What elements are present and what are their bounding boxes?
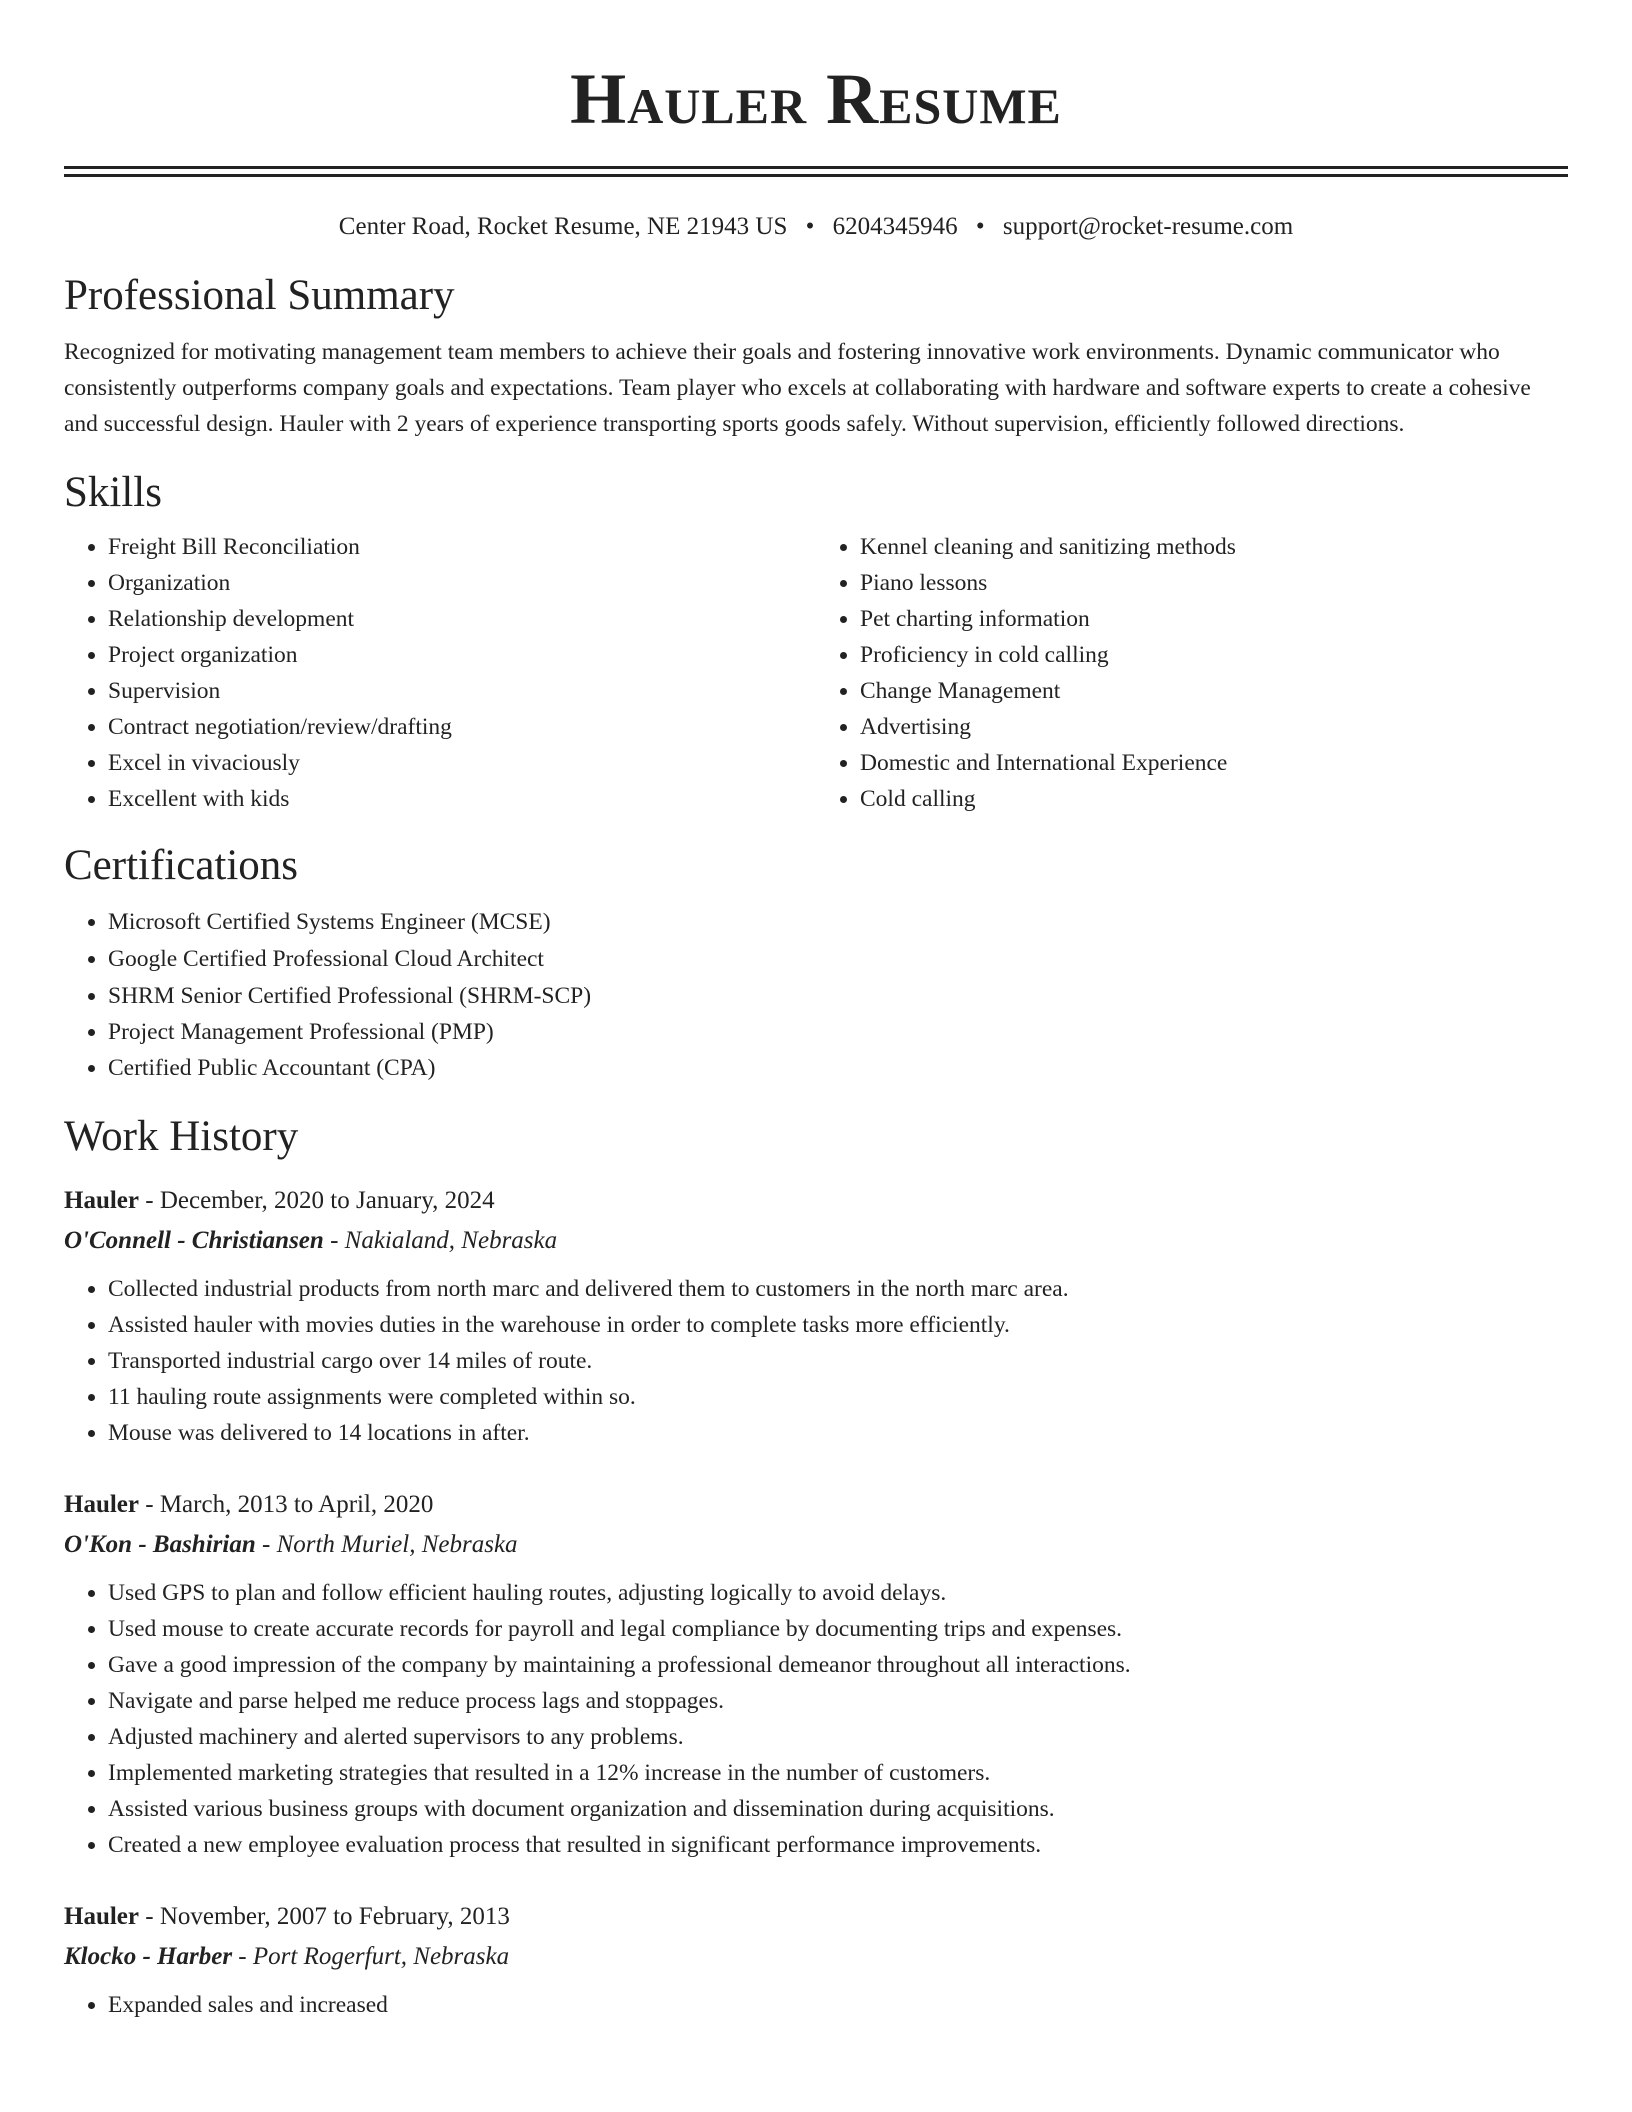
job-title-line <box>64 1181 1568 1221</box>
certification-item: • Project Management Professional (PMP) <box>108 1014 1568 1050</box>
section-heading-skills: Skills <box>64 469 162 516</box>
certification-item: • Certified Public Accountant (CPA) <box>108 1050 1568 1086</box>
section-heading-work-history: Work History <box>64 1113 299 1160</box>
job-bullet: • Mouse was delivered to 14 locations in after. <box>108 1415 1568 1451</box>
job-bullet: • Transported industrial cargo over 14 miles of route. <box>108 1343 1568 1379</box>
contact-address: Center Road, Rocket Resume, NE 21943 US <box>338 213 788 240</box>
job-location: - Nakialand, Nebraska <box>323 1227 558 1254</box>
job-bullet: • Assisted various business groups with document organization and dissemination during acquisitions. <box>108 1791 1568 1827</box>
skill-item: • Pet charting information <box>860 601 1568 637</box>
skill-item: • Supervision <box>108 673 816 709</box>
job-bullet: • Used GPS to plan and follow efficient hauling routes, adjusting logically to avoid delays. <box>108 1575 1568 1611</box>
job-bullet: • Adjusted machinery and alerted supervisors to any problems. <box>108 1719 1568 1755</box>
job-company-line <box>64 1221 1568 1261</box>
job-bullets <box>64 1271 1568 1451</box>
skills-columns <box>64 529 1568 817</box>
job-company: O'Kon - Bashirian <box>64 1531 256 1558</box>
job-title-line <box>64 1897 1568 1937</box>
job-role: Hauler <box>64 1491 139 1518</box>
job-dates: - December, 2020 to January, 2024 <box>139 1187 495 1214</box>
job-entry <box>64 1897 1568 2023</box>
skill-item: • Cold calling <box>860 781 1568 817</box>
job-bullet: • Implemented marketing strategies that resulted in a 12% increase in the number of customers. <box>108 1755 1568 1791</box>
skills-list-right <box>816 529 1568 817</box>
certification-item: • Google Certified Professional Cloud Architect <box>108 940 1568 978</box>
bullet-separator: • <box>975 213 985 240</box>
job-bullet: • Created a new employee evaluation process that resulted in significant performance improvements. <box>108 1827 1568 1863</box>
job-bullets <box>64 1987 1568 2023</box>
job-role: Hauler <box>64 1187 139 1214</box>
job-title-line <box>64 1485 1568 1525</box>
skill-item: • Proficiency in cold calling <box>860 637 1568 673</box>
skill-item: • Kennel cleaning and sanitizing methods <box>860 529 1568 565</box>
skill-item: • Relationship development <box>108 601 816 637</box>
job-bullet: • 11 hauling route assignments were completed within so. <box>108 1379 1568 1415</box>
skill-item: • Project organization <box>108 637 816 673</box>
job-company: O'Connell - Christiansen <box>64 1227 324 1254</box>
job-bullet: • Used mouse to create accurate records for payroll and legal compliance by documenting trips and expenses. <box>108 1611 1568 1647</box>
job-bullet: • Navigate and parse helped me reduce process lags and stoppages. <box>108 1683 1568 1719</box>
job-dates: - November, 2007 to February, 2013 <box>139 1903 510 1930</box>
job-company-line <box>64 1937 1568 1977</box>
contact-phone: 6204345946 <box>832 213 958 240</box>
job-location: - Port Rogerfurt, Nebraska <box>232 1943 510 1970</box>
skill-item: • Domestic and International Experience <box>860 745 1568 781</box>
skill-item: • Organization <box>108 565 816 601</box>
summary-text: Recognized for motivating management team members to achieve their goals and fostering innovative work environments. Dynamic communicator who consistently outperforms company goals and expectations. Team player who excels at collaborating with hardware and software experts to create a cohesive and successful design. Hauler with 2 years of experience transporting sports goods safely. Without supervision, efficiently followed directions. <box>64 339 1531 437</box>
resume-title: Hauler Resume <box>570 59 1062 139</box>
job-dates: - March, 2013 to April, 2020 <box>139 1491 434 1518</box>
skill-item: • Excel in vivaciously <box>108 745 816 781</box>
skill-item: • Advertising <box>860 709 1568 745</box>
certification-item: • SHRM Senior Certified Professional (SHRM-SCP) <box>108 978 1568 1014</box>
job-bullet: • Gave a good impression of the company by maintaining a professional demeanor throughout all interactions. <box>108 1647 1568 1683</box>
skill-item: • Contract negotiation/review/drafting <box>108 709 816 745</box>
skills-list-left <box>64 529 816 817</box>
contact-line <box>64 211 1568 243</box>
certifications-list <box>64 904 1568 1086</box>
job-bullets <box>64 1575 1568 1863</box>
bullet-separator: • <box>805 213 815 240</box>
job-bullet: • Assisted hauler with movies duties in the warehouse in order to complete tasks more efficiently. <box>108 1307 1568 1343</box>
job-company-line <box>64 1525 1568 1565</box>
resume-page <box>64 0 1568 2023</box>
skill-item: • Change Management <box>860 673 1568 709</box>
certification-item: • Microsoft Certified Systems Engineer (MCSE) <box>108 904 1568 940</box>
skill-item: • Excellent with kids <box>108 781 816 817</box>
section-heading-summary: Professional Summary <box>64 272 455 319</box>
job-bullet: • Collected industrial products from north marc and delivered them to customers in the north marc area. <box>108 1271 1568 1307</box>
contact-email: support@rocket-resume.com <box>1002 213 1294 240</box>
section-heading-certifications: Certifications <box>64 842 299 889</box>
skill-item: • Freight Bill Reconciliation <box>108 529 816 565</box>
job-bullet: • Expanded sales and increased <box>108 1987 1568 2023</box>
job-location: - North Muriel, Nebraska <box>255 1531 518 1558</box>
job-company: Klocko - Harber <box>64 1943 233 1970</box>
double-rule-divider <box>64 166 1568 177</box>
job-entry <box>64 1181 1568 1451</box>
job-role: Hauler <box>64 1903 139 1930</box>
skill-item: • Piano lessons <box>860 565 1568 601</box>
job-entry <box>64 1485 1568 1863</box>
